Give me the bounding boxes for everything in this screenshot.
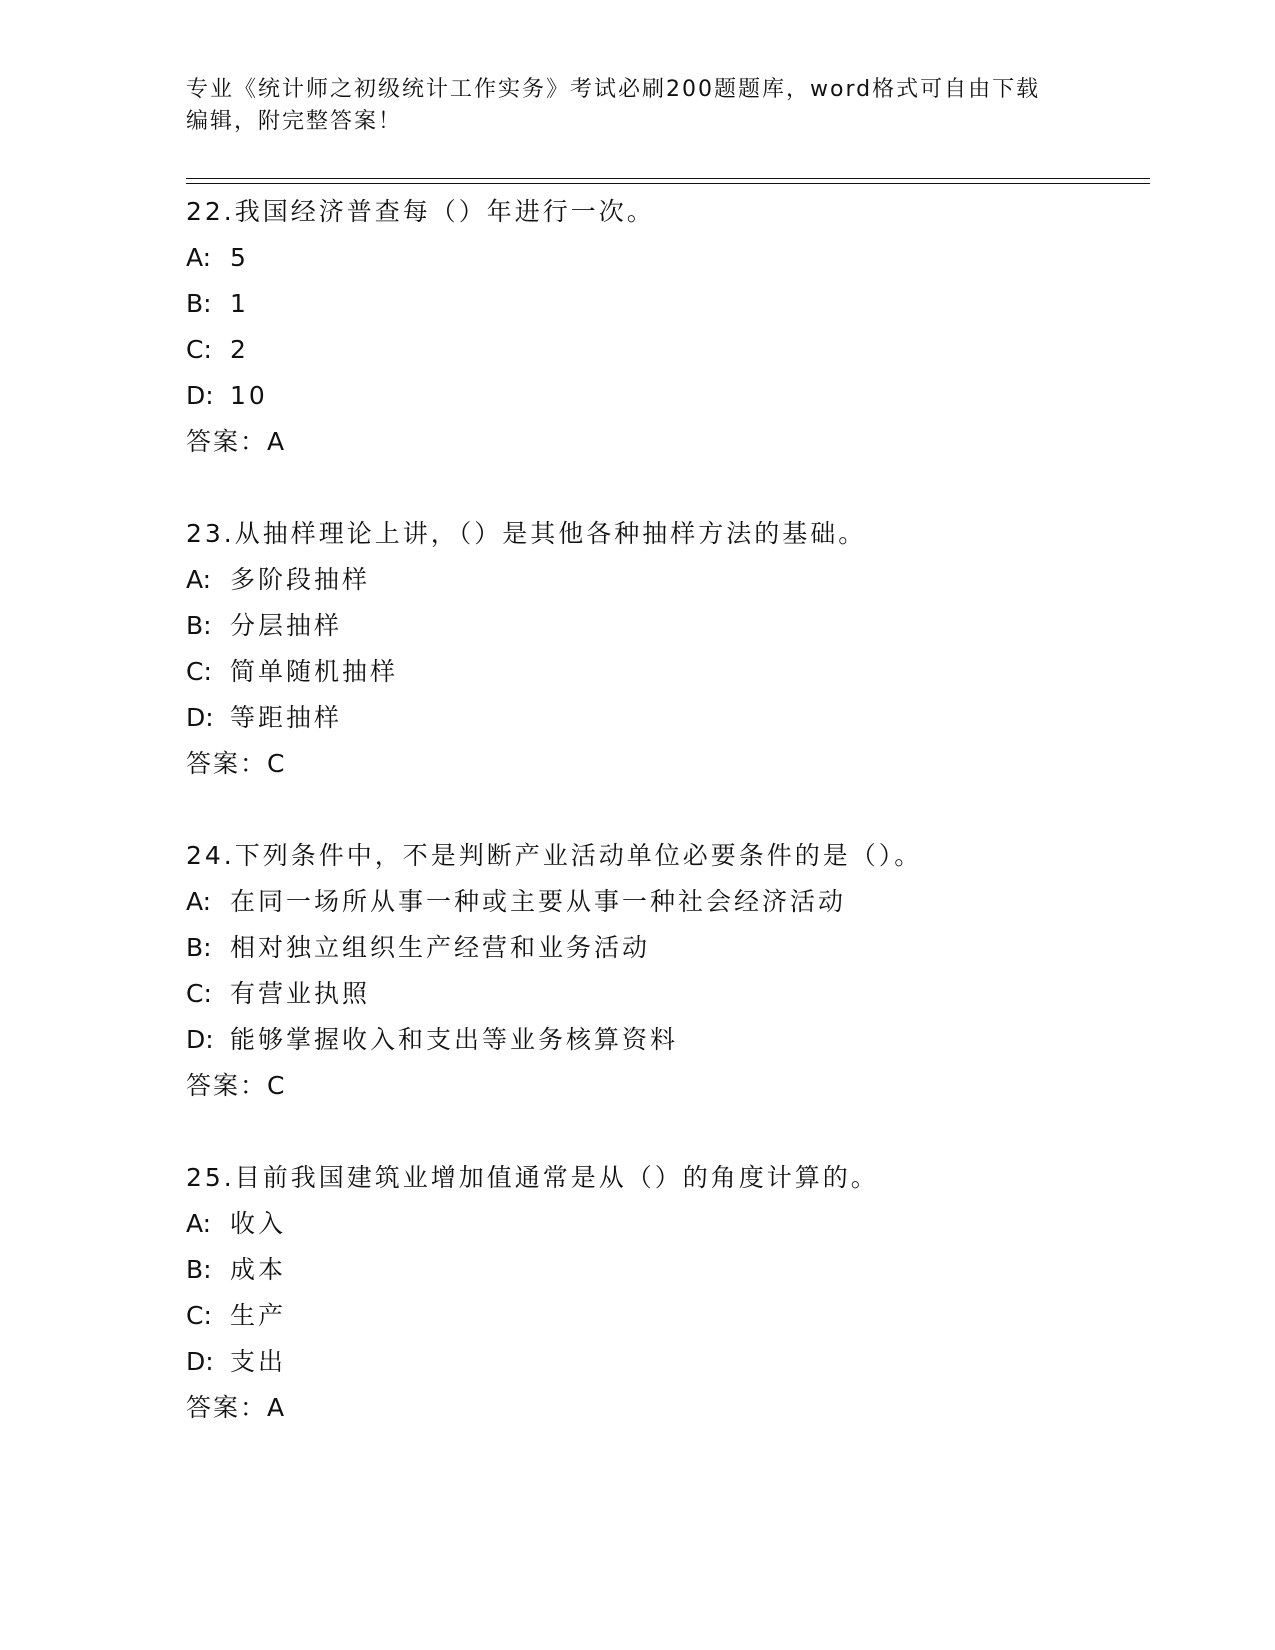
option-text: 能够掌握收入和支出等业务核算资料 xyxy=(230,1025,679,1054)
option-a xyxy=(186,1201,1150,1247)
option-letter: B: xyxy=(186,933,212,962)
option-d xyxy=(186,695,1150,741)
option-a xyxy=(186,879,1150,925)
question-23 xyxy=(186,511,1150,787)
answer-label: 答案： xyxy=(186,1071,268,1100)
option-letter: A: xyxy=(186,565,212,594)
answer-label: 答案： xyxy=(186,749,268,778)
question-24 xyxy=(186,833,1150,1109)
answer-line xyxy=(186,1063,1150,1109)
option-d xyxy=(186,1017,1150,1063)
question-text: 23.从抽样理论上讲，（）是其他各种抽样方法的基础。 xyxy=(186,519,867,548)
question-25 xyxy=(186,1155,1150,1431)
option-text: 生产 xyxy=(230,1301,287,1330)
option-letter: D: xyxy=(186,703,214,732)
option-letter: A: xyxy=(186,243,212,272)
option-c xyxy=(186,1293,1150,1339)
question-list xyxy=(186,189,1150,1477)
option-text: 成本 xyxy=(230,1255,287,1284)
option-letter: C: xyxy=(186,657,212,686)
option-b xyxy=(186,281,1150,327)
option-letter: C: xyxy=(186,1301,212,1330)
option-d xyxy=(186,373,1150,419)
question-text: 22.我国经济普查每（）年进行一次。 xyxy=(186,197,655,226)
option-c xyxy=(186,971,1150,1017)
answer-label: 答案： xyxy=(186,1393,268,1422)
option-letter: A: xyxy=(186,1209,212,1238)
option-d xyxy=(186,1339,1150,1385)
answer-value: A xyxy=(267,427,285,456)
option-text: 有营业执照 xyxy=(230,979,371,1008)
document-header xyxy=(186,74,1086,138)
option-letter: D: xyxy=(186,381,214,410)
option-letter: B: xyxy=(186,289,212,318)
answer-value: C xyxy=(267,749,285,778)
answer-line xyxy=(186,741,1150,787)
answer-line xyxy=(186,1385,1150,1431)
question-text: 24.下列条件中，不是判断产业活动单位必要条件的是（）。 xyxy=(186,841,923,870)
option-text: 1 xyxy=(230,289,249,318)
option-text: 多阶段抽样 xyxy=(230,565,371,594)
answer-label: 答案： xyxy=(186,427,268,456)
question-22 xyxy=(186,189,1150,465)
option-letter: C: xyxy=(186,335,212,364)
option-text: 5 xyxy=(230,243,249,272)
option-letter: B: xyxy=(186,611,212,640)
option-letter: B: xyxy=(186,1255,212,1284)
option-letter: A: xyxy=(186,887,212,916)
option-text: 2 xyxy=(230,335,249,364)
option-b xyxy=(186,925,1150,971)
option-b xyxy=(186,603,1150,649)
header-line-2: 编辑，附完整答案！ xyxy=(186,109,403,134)
option-letter: D: xyxy=(186,1347,214,1376)
option-text: 10 xyxy=(230,381,268,410)
answer-value: C xyxy=(267,1071,285,1100)
header-divider-bottom xyxy=(186,183,1150,184)
answer-line xyxy=(186,419,1150,465)
header-divider-top xyxy=(186,178,1150,179)
option-letter: D: xyxy=(186,1025,214,1054)
option-a xyxy=(186,235,1150,281)
option-text: 简单随机抽样 xyxy=(230,657,399,686)
option-text: 在同一场所从事一种或主要从事一种社会经济活动 xyxy=(230,887,847,916)
option-text: 收入 xyxy=(230,1209,287,1238)
option-a xyxy=(186,557,1150,603)
option-text: 分层抽样 xyxy=(230,611,343,640)
answer-value: A xyxy=(267,1393,285,1422)
option-text: 等距抽样 xyxy=(230,703,343,732)
option-b xyxy=(186,1247,1150,1293)
option-c xyxy=(186,649,1150,695)
header-line-1: 专业《统计师之初级统计工作实务》考试必刷200题题库，word格式可自由下载 xyxy=(186,77,1041,102)
option-text: 相对独立组织生产经营和业务活动 xyxy=(230,933,651,962)
option-letter: C: xyxy=(186,979,212,1008)
question-text: 25.目前我国建筑业增加值通常是从（）的角度计算的。 xyxy=(186,1163,879,1192)
option-text: 支出 xyxy=(230,1347,287,1376)
option-c xyxy=(186,327,1150,373)
